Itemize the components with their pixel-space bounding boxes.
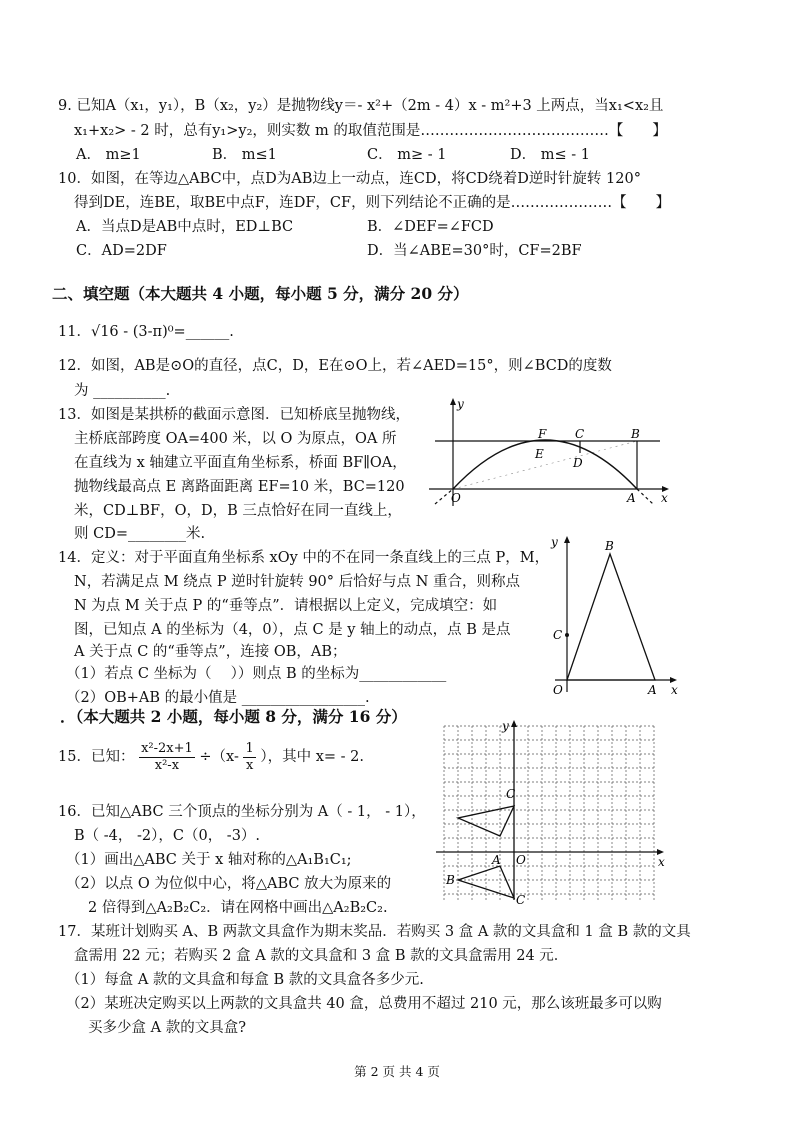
q15-middle: ÷（x- bbox=[199, 749, 239, 765]
q14-part2: （2）OB+AB 的最小值是 _________________. bbox=[66, 690, 370, 706]
q9-line2: x₁+x₂> - 2 时，总有y₁>y₂，则实数 m 的取值范围是…………………………………【 】 bbox=[74, 123, 667, 139]
section-2-heading: 二、填空题（本大题共 4 小题，每小题 5 分，满分 20 分） bbox=[52, 284, 469, 303]
q15-numerator: x²-2x+1 bbox=[141, 740, 193, 756]
q16-label-b: B bbox=[446, 873, 455, 887]
q15-fraction-2 bbox=[243, 741, 255, 774]
q14-line4: 图，已知点 A 的坐标为（4，0），点 C 是 y 轴上的动点，点 B 是点 bbox=[74, 622, 511, 638]
q17-part1: （1）每盒 A 款的文具盒和每盒 B 款的文具盒各多少元. bbox=[66, 972, 424, 988]
q14-triangle-oab bbox=[567, 554, 655, 680]
q16-label-c1: C bbox=[516, 893, 526, 907]
q14-line5: A 关于点 C 的“垂等点”，连接 OB，AB； bbox=[74, 644, 347, 660]
q14-label-x: x bbox=[671, 683, 678, 697]
q14-line1: 14．定义：对于平面直角坐标系 xOy 中的不在同一条直线上的三点 P，M， bbox=[58, 550, 550, 566]
q14-point-c bbox=[565, 633, 569, 637]
q9-option-b: B． m≤1 bbox=[212, 147, 277, 163]
q16-label-o: O bbox=[516, 853, 526, 867]
q13-line3: 在直线为 x 轴建立平面直角坐标系，桥面 BF∥OA， bbox=[74, 455, 407, 471]
q13-label-c: C bbox=[575, 427, 585, 441]
q17-part2-cont: 买多少盒 A 款的文具盒? bbox=[88, 1020, 246, 1036]
q15-suffix: ），其中 x= - 2. bbox=[260, 749, 364, 765]
q12-line1: 12．如图，AB是⊙O的直径，点C，D，E在⊙O上，若∠AED=15°，则∠BCD的度数 bbox=[58, 358, 612, 374]
q14-label-o: O bbox=[553, 683, 563, 697]
q13-line6: 则 CD=________米. bbox=[74, 526, 206, 542]
q15-fraction bbox=[139, 741, 195, 774]
q13-label-f: F bbox=[538, 427, 547, 441]
q15-prefix: 15．已知： bbox=[58, 749, 135, 765]
q15 bbox=[58, 740, 364, 774]
q15-denominator-2: x bbox=[245, 757, 254, 773]
q15-denominator: x²-x bbox=[154, 757, 180, 773]
page-footer: 第 2 页 共 4 页 bbox=[354, 1064, 440, 1079]
q17-part2: （2）某班决定购买以上两款的文具盒共 40 盒，总费用不超过 210 元，那么该班最多可以购 bbox=[66, 996, 662, 1012]
q10-line1: 10．如图，在等边△ABC中，点D为AB边上一动点，连CD，将CD绕着D逆时针旋转 120° bbox=[58, 171, 641, 187]
q13-label-d: D bbox=[573, 456, 583, 470]
q14-part1: （1）若点 C 坐标为（ ））则点 B 的坐标为____________ bbox=[66, 666, 447, 682]
q17-line2: 盒需用 22 元；若购买 2 盒 A 款的文具盒和 3 盒 B 款的文具盒需用 24 元． bbox=[74, 948, 569, 964]
q16-line2: B（ -4， -2），C（0， -3）. bbox=[74, 828, 261, 844]
q9-option-d: D． m≤ - 1 bbox=[510, 147, 590, 163]
q13-label-x: x bbox=[661, 491, 668, 505]
q14-line2: N，若满足点 M 绕点 P 逆时针旋转 90° 后恰好与点 N 重合，则称点 bbox=[74, 574, 521, 590]
q16-label-a: A bbox=[492, 853, 501, 867]
q13-segment-od bbox=[453, 441, 637, 489]
q14-line3: N 为点 M 关于点 P 的“垂等点”．请根据以上定义，完成填空：如 bbox=[74, 598, 498, 614]
section-3-heading: ．（本大题共 2 小题，每小题 8 分，满分 16 分） bbox=[60, 707, 407, 726]
q12-line2: 为 __________. bbox=[74, 383, 171, 399]
q13-label-o: O bbox=[451, 491, 461, 505]
q13-parabola bbox=[453, 440, 637, 489]
q10-option-c: C．AD=2DF bbox=[76, 243, 167, 259]
q16-label-c: C bbox=[506, 787, 516, 801]
q13-label-b: B bbox=[631, 427, 640, 441]
q14-label-c: C bbox=[553, 628, 563, 642]
q16-label-y: y bbox=[502, 719, 509, 733]
q16-label-x: x bbox=[658, 855, 665, 869]
q13-line2: 主桥底部跨度 OA=400 米，以 O 为原点，OA 所 bbox=[74, 431, 397, 447]
q16-part2-cont: 2 倍得到△A₂B₂C₂．请在网格中画出△A₂B₂C₂. bbox=[88, 900, 388, 916]
q13-label-a: A bbox=[627, 491, 636, 505]
q16-line1: 16．已知△ABC 三个顶点的坐标分别为 A（ - 1， - 1）， bbox=[58, 804, 426, 820]
q16-part1: （1）画出△ABC 关于 x 轴对称的△A₁B₁C₁; bbox=[66, 852, 352, 868]
q17-line1: 17．某班计划购买 A、B 两款文具盒作为期末奖品．若购买 3 盒 A 款的文具盒和 1 盒 B 款的文具 bbox=[58, 924, 691, 940]
q10-option-b: B．∠DEF=∠FCD bbox=[367, 219, 494, 235]
q9-option-a: A． m≥1 bbox=[76, 147, 141, 163]
q13-label-y: y bbox=[457, 397, 464, 411]
q14-label-b: B bbox=[605, 539, 614, 553]
q13-line1: 13．如图是某拱桥的截面示意图．已知桥底呈抛物线， bbox=[58, 407, 410, 423]
q13-label-e: E bbox=[535, 447, 544, 461]
q11: 11．√16 - (3-π)⁰=______. bbox=[58, 324, 234, 340]
q10-option-a: A．当点D是AB中点时，ED⊥BC bbox=[76, 219, 294, 235]
q16-part2: （2）以点 O 为位似中心，将△ABC 放大为原来的 bbox=[66, 876, 392, 892]
q14-triangle-figure bbox=[545, 532, 685, 702]
q10-option-d: D．当∠ABE=30°时，CF=2BF bbox=[367, 243, 582, 259]
q10-line2: 得到DE，连BE，取BE中点F，连DF，CF，则下列结论不正确的是…………………【 】 bbox=[74, 195, 671, 211]
q13-line5: 米，CD⊥BF，O，D，B 三点恰好在同一直线上， bbox=[74, 503, 402, 519]
q15-numerator-2: 1 bbox=[245, 740, 254, 756]
q13-line4: 抛物线最高点 E 离路面距离 EF=10 米，BC=120 bbox=[74, 479, 405, 495]
q9-option-c: C． m≥ - 1 bbox=[367, 147, 447, 163]
q14-label-y: y bbox=[551, 535, 558, 549]
q9-line1: 9. 已知A（x₁，y₁），B（x₂，y₂）是抛物线y＝- x²+（2m - 4）x - m²+3 上两点，当x₁<x₂且 bbox=[58, 98, 664, 114]
q13-bridge-figure bbox=[425, 396, 675, 511]
q14-label-a: A bbox=[648, 683, 657, 697]
q16-grid-figure bbox=[432, 718, 672, 908]
